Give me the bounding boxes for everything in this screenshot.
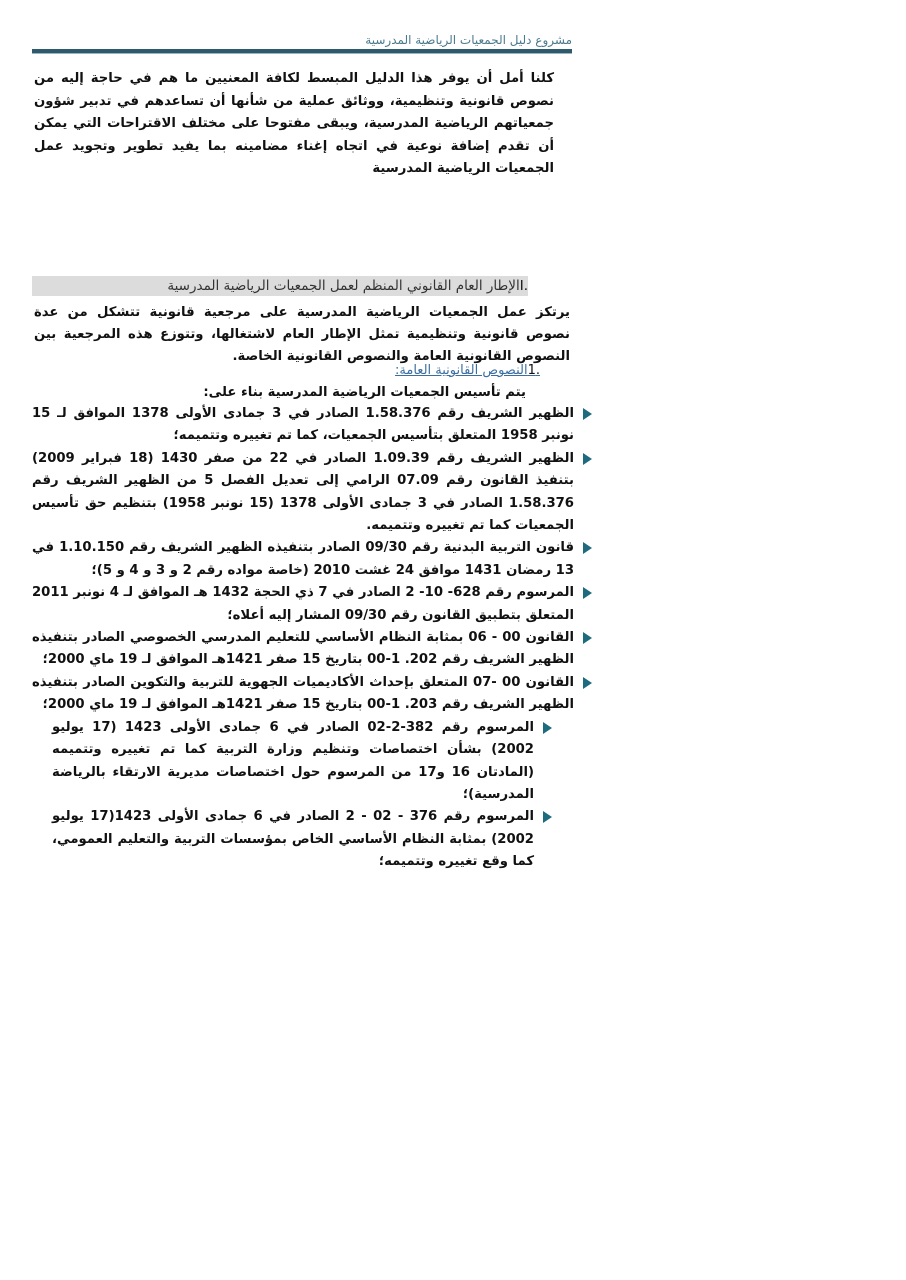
list-item bbox=[30, 672, 592, 717]
legal-texts-list bbox=[30, 403, 592, 874]
triangle-bullet-icon bbox=[583, 587, 592, 599]
list-item-text: قانون التربية البدنية رقم 09/30 الصادر بتنفيذه الظهير الشريف رقم 1.10.150 في 13 رمضان 1431 موافق 24 غشت 2010 (خاصة مواده رقم 2 و 3 و 4 و 5)؛ bbox=[32, 540, 574, 578]
list-item-text: الظهير الشريف رقم 1.58.376 الصادر في 3 جمادى الأولى 1378 الموافق لـ 15 نونبر 1958 المتعلق بتأسيس الجمعيات، كما تم تغييره وتتميمه؛ bbox=[32, 406, 574, 444]
triangle-bullet-icon bbox=[583, 408, 592, 420]
list-item-text: المرسوم رقم 382-2-02 الصادر في 6 جمادى الأولى 1423 (17 يوليو 2002) بشأن اختصاصات وتنظيم وزارة التربية كما تم تغييره وتتميمه (المادتان 16 و17 من المرسوم حول اختصاصات مديرية الارتقاء بالرياضة المدرسية)؛ bbox=[52, 719, 535, 802]
section-number: .I bbox=[519, 278, 528, 294]
page-header bbox=[32, 32, 572, 54]
triangle-bullet-icon bbox=[543, 722, 552, 734]
subsection-heading bbox=[330, 362, 540, 380]
section-heading bbox=[32, 276, 528, 296]
list-item bbox=[30, 537, 592, 582]
list-item bbox=[30, 582, 592, 627]
triangle-bullet-icon bbox=[583, 453, 592, 465]
section-title: الإطار العام القانوني المنظم لعمل الجمعيات الرياضية المدرسية bbox=[167, 278, 520, 294]
list-item-text: المرسوم رقم 376 - 02 - 2 الصادر في 6 جمادى الأولى 1423(17 يوليو 2002) بمثابة النظام الأساسي الخاص بمؤسسات التربية والتعليم العمومي، كما وقع تغييره وتتميمه؛ bbox=[52, 809, 535, 870]
header-title: مشروع دليل الجمعيات الرياضية المدرسية bbox=[365, 33, 572, 47]
triangle-bullet-icon bbox=[543, 811, 552, 823]
list-item bbox=[30, 448, 592, 538]
basis-line: يتم تأسيس الجمعيات الرياضية المدرسية بناء على: bbox=[203, 385, 526, 400]
list-item bbox=[30, 717, 592, 807]
list-item bbox=[30, 627, 592, 672]
list-item bbox=[30, 806, 592, 873]
intro-paragraph: كلنا أمل أن يوفر هذا الدليل المبسط لكافة المعنيين ما هم في حاجة إليه من نصوص قانونية وتنظيمية، ووثائق عملية من شأنها أن تساعدهم في تدبير شؤون جمعياتهم الرياضية المدرسية، ويبقى مفتوحا على مختلف الاقتراحات التي يمكن أن تقدم إضافة نوعية في اتجاه إغناء مضامينه بما يفيد تطوير وتجويد عمل الجمعيات الرياضية المدرسية bbox=[34, 71, 554, 176]
list-item-text: القانون 00 - 06 بمثابة النظام الأساسي للتعليم المدرسي الخصوصي الصادر بتنفيذه الظهير الشريف رقم 202. 1-00 بتاريخ 15 صفر 1421هـ الموافق لـ 19 ماي 2000؛ bbox=[32, 630, 575, 668]
subsection-number: .1 bbox=[527, 363, 540, 378]
list-item bbox=[30, 403, 592, 448]
triangle-bullet-icon bbox=[583, 677, 592, 689]
triangle-bullet-icon bbox=[583, 632, 592, 644]
lead-paragraph: يرتكز عمل الجمعيات الرياضية المدرسية على مرجعية قانونية تتشكل من عدة نصوص قانونية وتنظيمية تمثل الإطار العام لاشتغالها، وتتوزع هذه المرجعية بين النصوص القانونية العامة والنصوص القانونية الخاصة. bbox=[34, 305, 570, 364]
subsection-title: النصوص القانونية العامة: bbox=[395, 363, 528, 378]
list-item-text: القانون 00 -07 المتعلق بإحداث الأكاديميات الجهوية للتربية والتكوين الصادر بتنفيذه الظهير الشريف رقم 203. 1-00 بتاريخ 15 صفر 1421هـ الموافق لـ 19 ماي 2000؛ bbox=[32, 674, 575, 713]
triangle-bullet-icon bbox=[583, 542, 592, 554]
list-item-text: المرسوم رقم 628- 10- 2 الصادر في 7 ذي الحجة 1432 هـ الموافق لـ 4 نونبر 2011 المتعلق بتطبيق القانون رقم 09/30 المشار إليه أعلاه؛ bbox=[32, 585, 574, 623]
list-item-text: الظهير الشريف رقم 1.09.39 الصادر في 22 من صفر 1430 (18 فبراير 2009) بتنفيذ القانون رقم 07.09 الرامي إلى تعديل الفصل 5 من الظهير الشريف رقم 1.58.376 الصادر في 3 جمادى الأولى 1378 (15 نونبر 1958) بتنظيم حق تأسيس الجمعيات كما تم تغييره وتتميمه. bbox=[32, 450, 575, 534]
header-rule bbox=[32, 49, 572, 54]
